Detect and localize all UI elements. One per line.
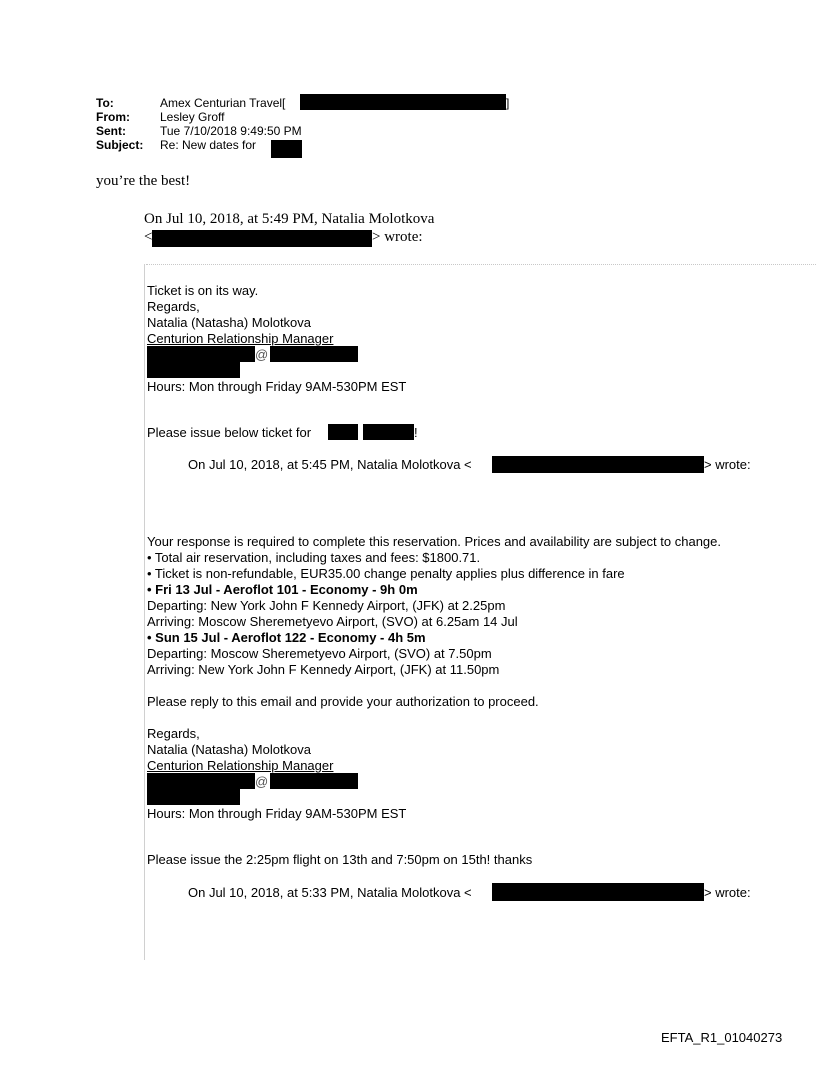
redaction-block [328, 424, 358, 440]
to-value: Amex Centurian Travel[ [160, 96, 286, 110]
signature-title: Centurion Relationship Manager [147, 758, 334, 773]
redaction-block [300, 94, 506, 110]
bullet-refund: • Ticket is non-refundable, EUR35.00 change penalty applies plus difference in fare [147, 566, 625, 581]
email-at-sign: @ [255, 774, 269, 789]
redaction-block [270, 773, 358, 789]
quote-header-1-wrote: > wrote: [372, 229, 423, 245]
redaction-block [270, 346, 358, 362]
sent-value: Tue 7/10/2018 9:49:50 PM [160, 124, 302, 138]
bullet-total: • Total air reservation, including taxes and fees: $1800.71. [147, 550, 481, 565]
regards-line: Regards, [147, 299, 200, 314]
subject-label: Subject: [96, 138, 144, 152]
flight-1-departing: Departing: New York John F Kennedy Airport, (JFK) at 2.25pm [147, 598, 506, 613]
quote-header-1-lt: < [144, 229, 153, 245]
flight-2-title: • Sun 15 Jul - Aeroflot 122 - Economy - 4h 5m [147, 630, 426, 645]
quote-header-1: On Jul 10, 2018, at 5:49 PM, Natalia Molotkova [144, 211, 435, 227]
hours-line: Hours: Mon through Friday 9AM-530PM EST [147, 379, 407, 394]
reply-request-line: Please reply to this email and provide your authorization to proceed. [147, 694, 539, 709]
redaction-block [363, 424, 414, 440]
redaction-block [492, 456, 704, 473]
from-label: From: [96, 110, 130, 124]
flight-2-arriving: Arriving: New York John F Kennedy Airport, (JFK) at 11.50pm [147, 662, 500, 677]
flight-1-arriving: Arriving: Moscow Sheremetyevo Airport, (SVO) at 6.25am 14 Jul [147, 614, 518, 629]
redaction-block [147, 362, 240, 378]
signature-name: Natalia (Natasha) Molotkova [147, 742, 312, 757]
redaction-block [147, 346, 255, 362]
from-value: Lesley Groff [160, 110, 225, 124]
redaction-block [147, 773, 255, 789]
issue-flights-line: Please issue the 2:25pm flight on 13th and 7:50pm on 15th! thanks [147, 852, 533, 867]
redaction-block [492, 883, 704, 901]
quote-header-3-text: On Jul 10, 2018, at 5:33 PM, Natalia Molotkova < [188, 885, 472, 900]
regards-line: Regards, [147, 726, 200, 741]
redaction-block [147, 789, 240, 805]
issue-line-end: ! [414, 425, 418, 440]
subject-value: Re: New dates for [160, 138, 257, 152]
quote-header-3-wrote: > wrote: [704, 885, 751, 900]
quote-header-2-wrote: > wrote: [704, 457, 751, 472]
message-line: Ticket is on its way. [147, 283, 259, 298]
quote-top-rule [146, 264, 816, 265]
to-label: To: [96, 96, 114, 110]
hours-line: Hours: Mon through Friday 9AM-530PM EST [147, 806, 407, 821]
sent-label: Sent: [96, 124, 126, 138]
redaction-block [152, 230, 372, 247]
flight-1-title: • Fri 13 Jul - Aeroflot 101 - Economy - 9h 0m [147, 582, 418, 597]
flight-2-departing: Departing: Moscow Sheremetyevo Airport, (SVO) at 7.50pm [147, 646, 492, 661]
signature-name: Natalia (Natasha) Molotkova [147, 315, 312, 330]
redaction-block [271, 140, 302, 158]
bates-number: EFTA_R1_01040273 [661, 1030, 783, 1045]
to-close-bracket: ] [506, 96, 510, 110]
quote-header-2-text: On Jul 10, 2018, at 5:45 PM, Natalia Molotkova < [188, 457, 472, 472]
email-at-sign: @ [255, 347, 269, 362]
signature-title: Centurion Relationship Manager [147, 331, 334, 346]
reply-text: you’re the best! [96, 173, 191, 189]
response-line: Your response is required to complete this reservation. Prices and availability are subject to change. [147, 534, 721, 549]
quote-left-rule [144, 264, 145, 960]
issue-line: Please issue below ticket for [147, 425, 312, 440]
